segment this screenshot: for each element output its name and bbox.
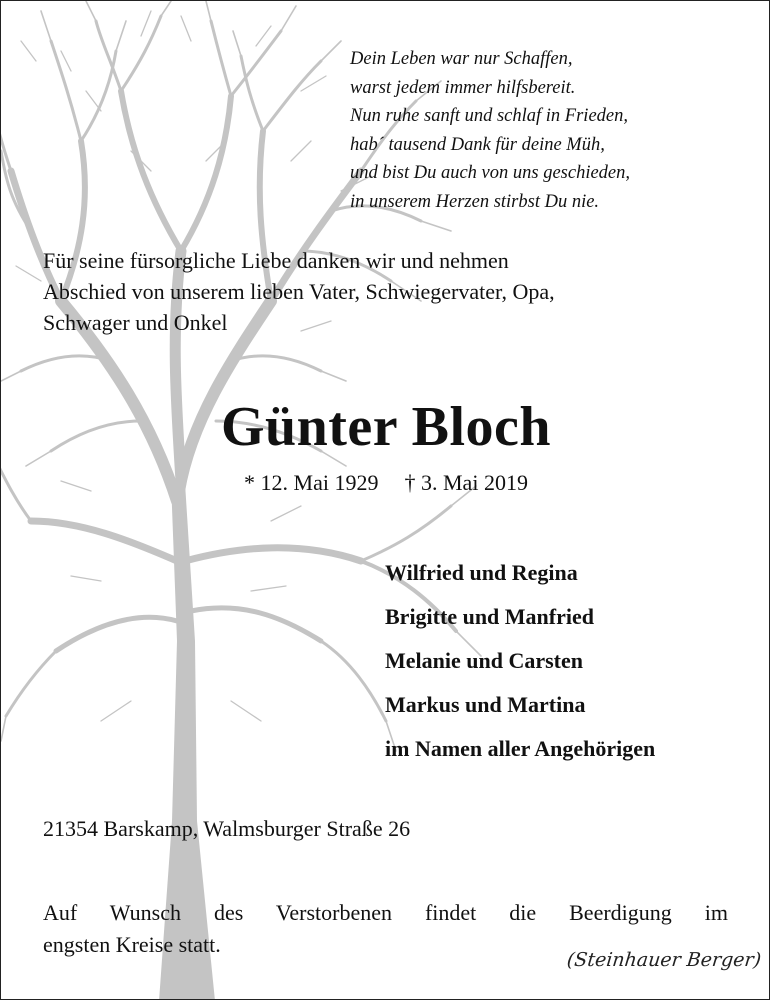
mourner-line: Markus und Martina — [385, 692, 586, 717]
poem-line: und bist Du auch von uns geschieden, — [350, 163, 631, 183]
address: 21354 Barskamp, Walmsburger Straße 26 — [43, 816, 411, 841]
mourner-line: Wilfried und Regina — [385, 560, 578, 585]
poem — [350, 45, 750, 216]
birth-date: * 12. Mai 1929 — [244, 470, 379, 495]
poem-line: Nun ruhe sanft und schlaf in Frieden, — [350, 106, 628, 126]
intro-line: Abschied von unserem lieben Vater, Schwiegervater, Opa, — [43, 279, 555, 304]
funeral-note-line: engsten Kreise statt. — [43, 932, 221, 957]
mourner-line: Melanie und Carsten — [385, 648, 583, 673]
poem-line: in unserem Herzen stirbst Du nie. — [350, 191, 600, 212]
death-date: † 3. Mai 2019 — [404, 470, 528, 495]
intro-text — [43, 245, 743, 338]
intro-line: Schwager und Onkel — [43, 310, 228, 335]
funeral-note-line: Auf Wunsch des Verstorbenen findet die Beerdigung im — [43, 900, 728, 925]
poem-line: Dein Leben war nur Schaffen, — [350, 49, 573, 69]
poem-line: hab´ tausend Dank für deine Müh, — [350, 134, 605, 155]
intro-line: Für seine fürsorgliche Liebe danken wir und nehmen — [43, 248, 509, 273]
poem-line: warst jedem immer hilfsbereit. — [350, 77, 576, 98]
life-dates — [1, 467, 770, 499]
mourners-list — [385, 551, 765, 771]
mourner-line: Brigitte und Manfried — [385, 604, 594, 629]
deceased-name: Günter Bloch — [220, 396, 552, 458]
mourner-line: im Namen aller Angehörigen — [385, 736, 656, 761]
undertaker-signature: (Steinhauer Berger) — [565, 949, 763, 971]
